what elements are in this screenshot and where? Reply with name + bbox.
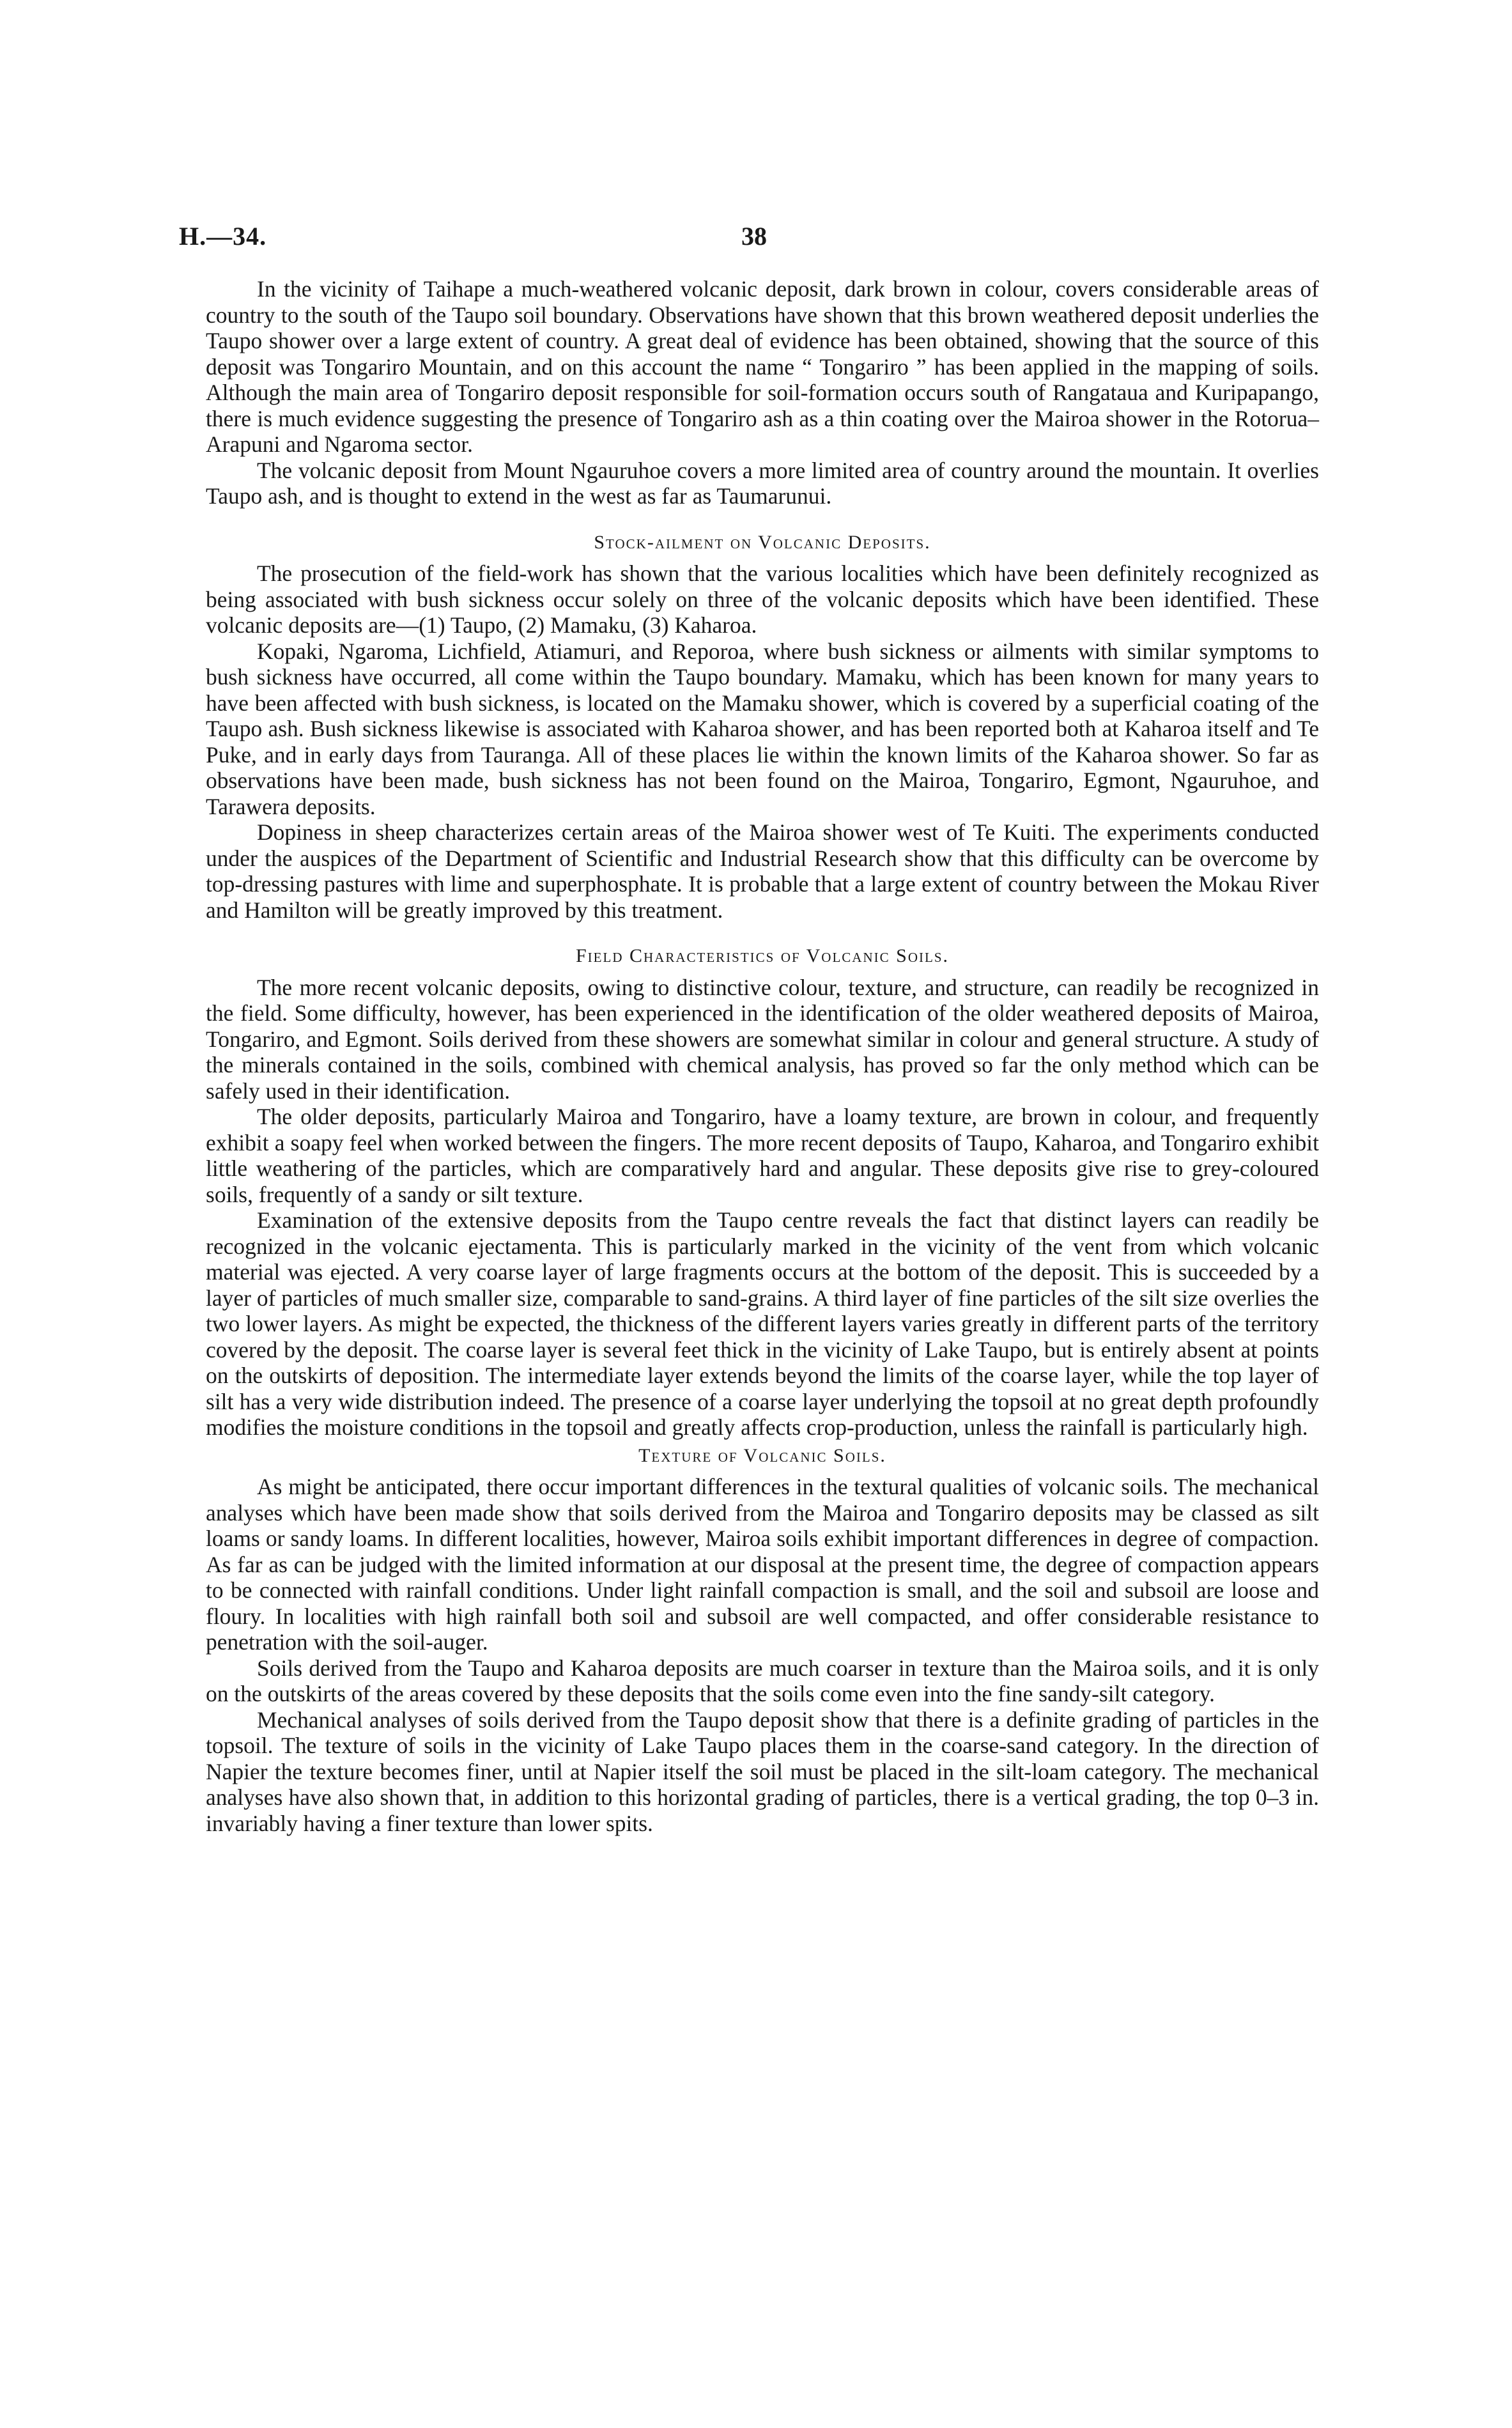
- paragraph: In the vicinity of Taihape a much-weathered volcanic deposit, dark brown in colour, covers considerable areas of country to the south of the Taupo soil boundary. Observations have shown that this brown weathered deposit underlies the Taupo shower over a large extent of country. A great deal of evidence has been obtained, showing that the source of this deposit was Tongariro Mountain, and on this account the name “ Tongariro ” has been applied in the mapping of soils. Although the main area of Tongariro deposit responsible for soil-formation occurs south of Rangataua and Kuripapango, there is much evidence suggesting the presence of Tongariro ash as a thin coating over the Mairoa shower in the Rotorua–Arapuni and Ngaroma sector.: [206, 276, 1319, 457]
- paragraph: Dopiness in sheep characterizes certain areas of the Mairoa shower west of Te Kuiti. The experiments conducted under the auspices of the Department of Scientific and Industrial Research show that this difficulty can be overcome by top-dressing pastures with lime and superphosphate. It is probable that a large extent of country between the Mokau River and Hamilton will be greatly improved by this treatment.: [206, 819, 1319, 923]
- paragraph: The prosecution of the field-work has shown that the various localities which have been definitely recognized as being associated with bush sickness occur solely on three of the volcanic deposits which have been identified. These volcanic deposits are—(1) Taupo, (2) Mamaku, (3) Kaharoa.: [206, 561, 1319, 638]
- running-header: [179, 221, 1323, 253]
- section-texture: [206, 1443, 1319, 1837]
- paragraph: Examination of the extensive deposits from the Taupo centre reveals the fact that distinct layers can readily be recognized in the volcanic ejectamenta. This is particularly marked in the vicinity of the vent from which volcanic material was ejected. A very coarse layer of large fragments occurs at the bottom of the deposit. This is succeeded by a layer of particles of much smaller size, comparable to sand-grains. A third layer of fine particles of the silt size overlies the two lower layers. As might be expected, the thickness of the different layers varies greatly in different parts of the territory covered by the deposit. The coarse layer is several feet thick in the vicinity of Lake Taupo, but is entirely absent at points on the outskirts of deposition. The intermediate layer extends beyond the limits of the coarse layer, while the top layer of silt has a very wide distribution indeed. The presence of a coarse layer underlying the topsoil at no great depth profoundly modifies the moisture conditions in the topsoil and greatly affects crop-production, unless the rainfall is particularly high.: [206, 1207, 1319, 1440]
- page-number: 38: [741, 222, 767, 251]
- paragraph: As might be anticipated, there occur important differences in the textural qualities of volcanic soils. The mechanical analyses which have been made show that soils derived from the Mairoa and Tongariro deposits may be classed as silt loams or sandy loams. In different localities, however, Mairoa soils exhibit important differences in degree of compaction. As far as can be judged with the limited information at our disposal at the present time, the degree of compaction appears to be connected with rainfall conditions. Under light rainfall compaction is small, and the soil and subsoil are loose and floury. In localities with high rainfall both soil and subsoil are well compacted, and offer considerable resistance to penetration with the soil-auger.: [206, 1474, 1319, 1655]
- paragraph: The volcanic deposit from Mount Ngauruhoe covers a more limited area of country around the mountain. It overlies Taupo ash, and is thought to extend in the west as far as Taumarunui.: [206, 457, 1319, 509]
- document-reference: H.—34.: [179, 222, 267, 251]
- paragraph: Mechanical analyses of soils derived from the Taupo deposit show that there is a definite grading of particles in the topsoil. The texture of soils in the vicinity of Lake Taupo places them in the coarse-sand category. In the direction of Napier the texture becomes finer, until at Napier itself the soil must be placed in the silt-loam category. The mechanical analyses have also shown that, in addition to this horizontal grading of particles, there is a vertical grading, the top 0–3 in. invariably having a finer texture than lower spits.: [206, 1706, 1319, 1836]
- paragraph: The more recent volcanic deposits, owing to distinctive colour, texture, and structure, can readily be recognized in the field. Some difficulty, however, has been experienced in the identification of the older weathered deposits of Mairoa, Tongariro, and Egmont. Soils derived from these showers are somewhat similar in colour and general structure. A study of the minerals contained in the soils, combined with chemical analysis, has proved so far the only method which can be safely used in their identification.: [206, 974, 1319, 1104]
- section-stock-ailment: [206, 530, 1319, 924]
- paragraph: The older deposits, particularly Mairoa and Tongariro, have a loamy texture, are brown in colour, and frequently exhibit a soapy feel when worked between the fingers. The more recent deposits of Taupo, Kaharoa, and Tongariro exhibit little weathering of the particles, which are comparatively hard and angular. These deposits give rise to grey-coloured soils, frequently of a sandy or silt texture.: [206, 1104, 1319, 1207]
- section-field-characteristics: [206, 943, 1319, 1441]
- section-heading-texture: Texture of Volcanic Soils.: [638, 1444, 886, 1466]
- paragraph: Kopaki, Ngaroma, Lichfield, Atiamuri, and Reporoa, where bush sickness or ailments with similar symptoms to bush sickness have occurred, all come within the Taupo boundary. Mamaku, which has been known for many years to have been affected with bush sickness, is located on the Mamaku shower, which is covered by a superficial coating of the Taupo ash. Bush sickness likewise is associated with Kaharoa shower, and has been reported both at Kaharoa itself and Te Puke, and in early days from Tauranga. All of these places lie within the known limits of the Kaharoa shower. So far as observations have been made, bush sickness has not been found on the Mairoa, Tongariro, Egmont, Ngauruhoe, and Tarawera deposits.: [206, 638, 1319, 819]
- section-heading-field-characteristics: Field Characteristics of Volcanic Soils.: [575, 945, 949, 966]
- body-text: [206, 276, 1319, 1836]
- section-intro: [206, 276, 1319, 509]
- paragraph: Soils derived from the Taupo and Kaharoa deposits are much coarser in texture than the Mairoa soils, and it is only on the outskirts of the areas covered by these deposits that the soils come even into the fine sandy-silt category.: [206, 1655, 1319, 1706]
- section-heading-stock-ailment: Stock-ailment on Volcanic Deposits.: [594, 531, 931, 553]
